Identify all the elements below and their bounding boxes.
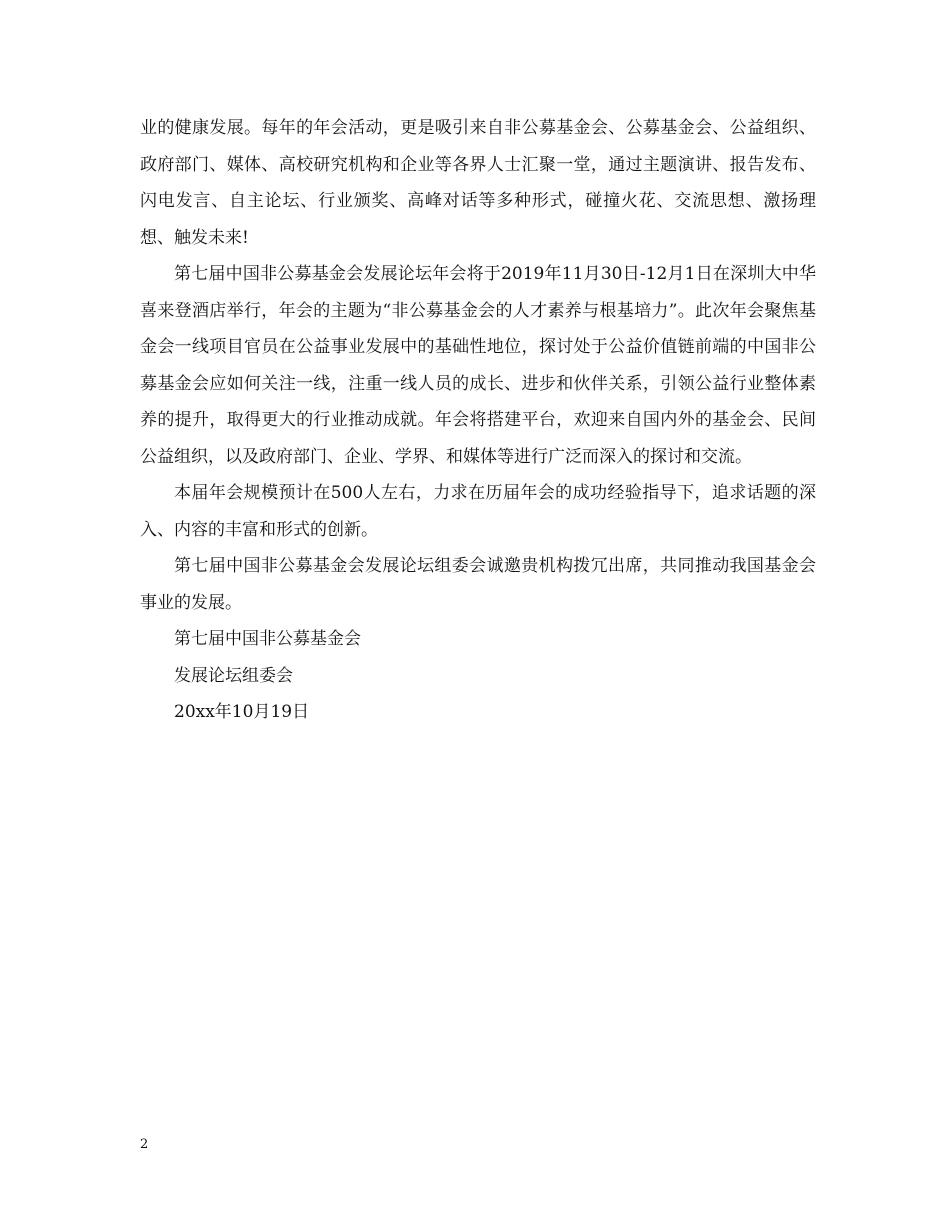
signature-organizer-line2: 发展论坛组委会 [174, 665, 293, 686]
paragraph-scale: 本届年会规模预计在500人左右，力求在历届年会的成功经验指导下，追求话题的深入、内容的丰富和形式的创新。 [140, 483, 816, 540]
signature-date: 20xx年10月19日 [174, 702, 310, 722]
signature-organizer-line1: 第七届中国非公募基金会 [174, 629, 361, 649]
paragraph-invitation: 第七届中国非公募基金会发展论坛组委会诚邀贵机构拨冗出席，共同推动我国基金会事业的发展。 [140, 556, 816, 613]
document-body [140, 110, 816, 731]
paragraph-continuation: 业的健康发展。每年的年会活动，更是吸引来自非公募基金会、公募基金会、公益组织、政府部门、媒体、高校研究机构和企业等各界人士汇聚一堂，通过主题演讲、报告发布、闪电发言、自主论坛、行业颁奖、高峰对话等多种形式，碰撞火花、交流思想、激扬理想、触发未来! [140, 118, 816, 248]
paragraph-forum-announcement: 第七届中国非公募基金会发展论坛年会将于2019年11月30日-12月1日在深圳大中华喜来登酒店举行，年会的主题为“非公募基金会的人才素养与根基培力”。此次年会聚焦基金会一线项目官员在公益事业发展中的基础性地位，探讨处于公益价值链前端的中国非公募基金会应如何关注一线，注重一线人员的成长、进步和伙伴关系，引领公益行业整体素养的提升，取得更大的行业推动成就。年会将搭建平台，欢迎来自国内外的基金会、民间公益组织，以及政府部门、企业、学界、和媒体等进行广泛而深入的探讨和交流。 [140, 264, 816, 467]
page-number: 2 [140, 1137, 149, 1152]
